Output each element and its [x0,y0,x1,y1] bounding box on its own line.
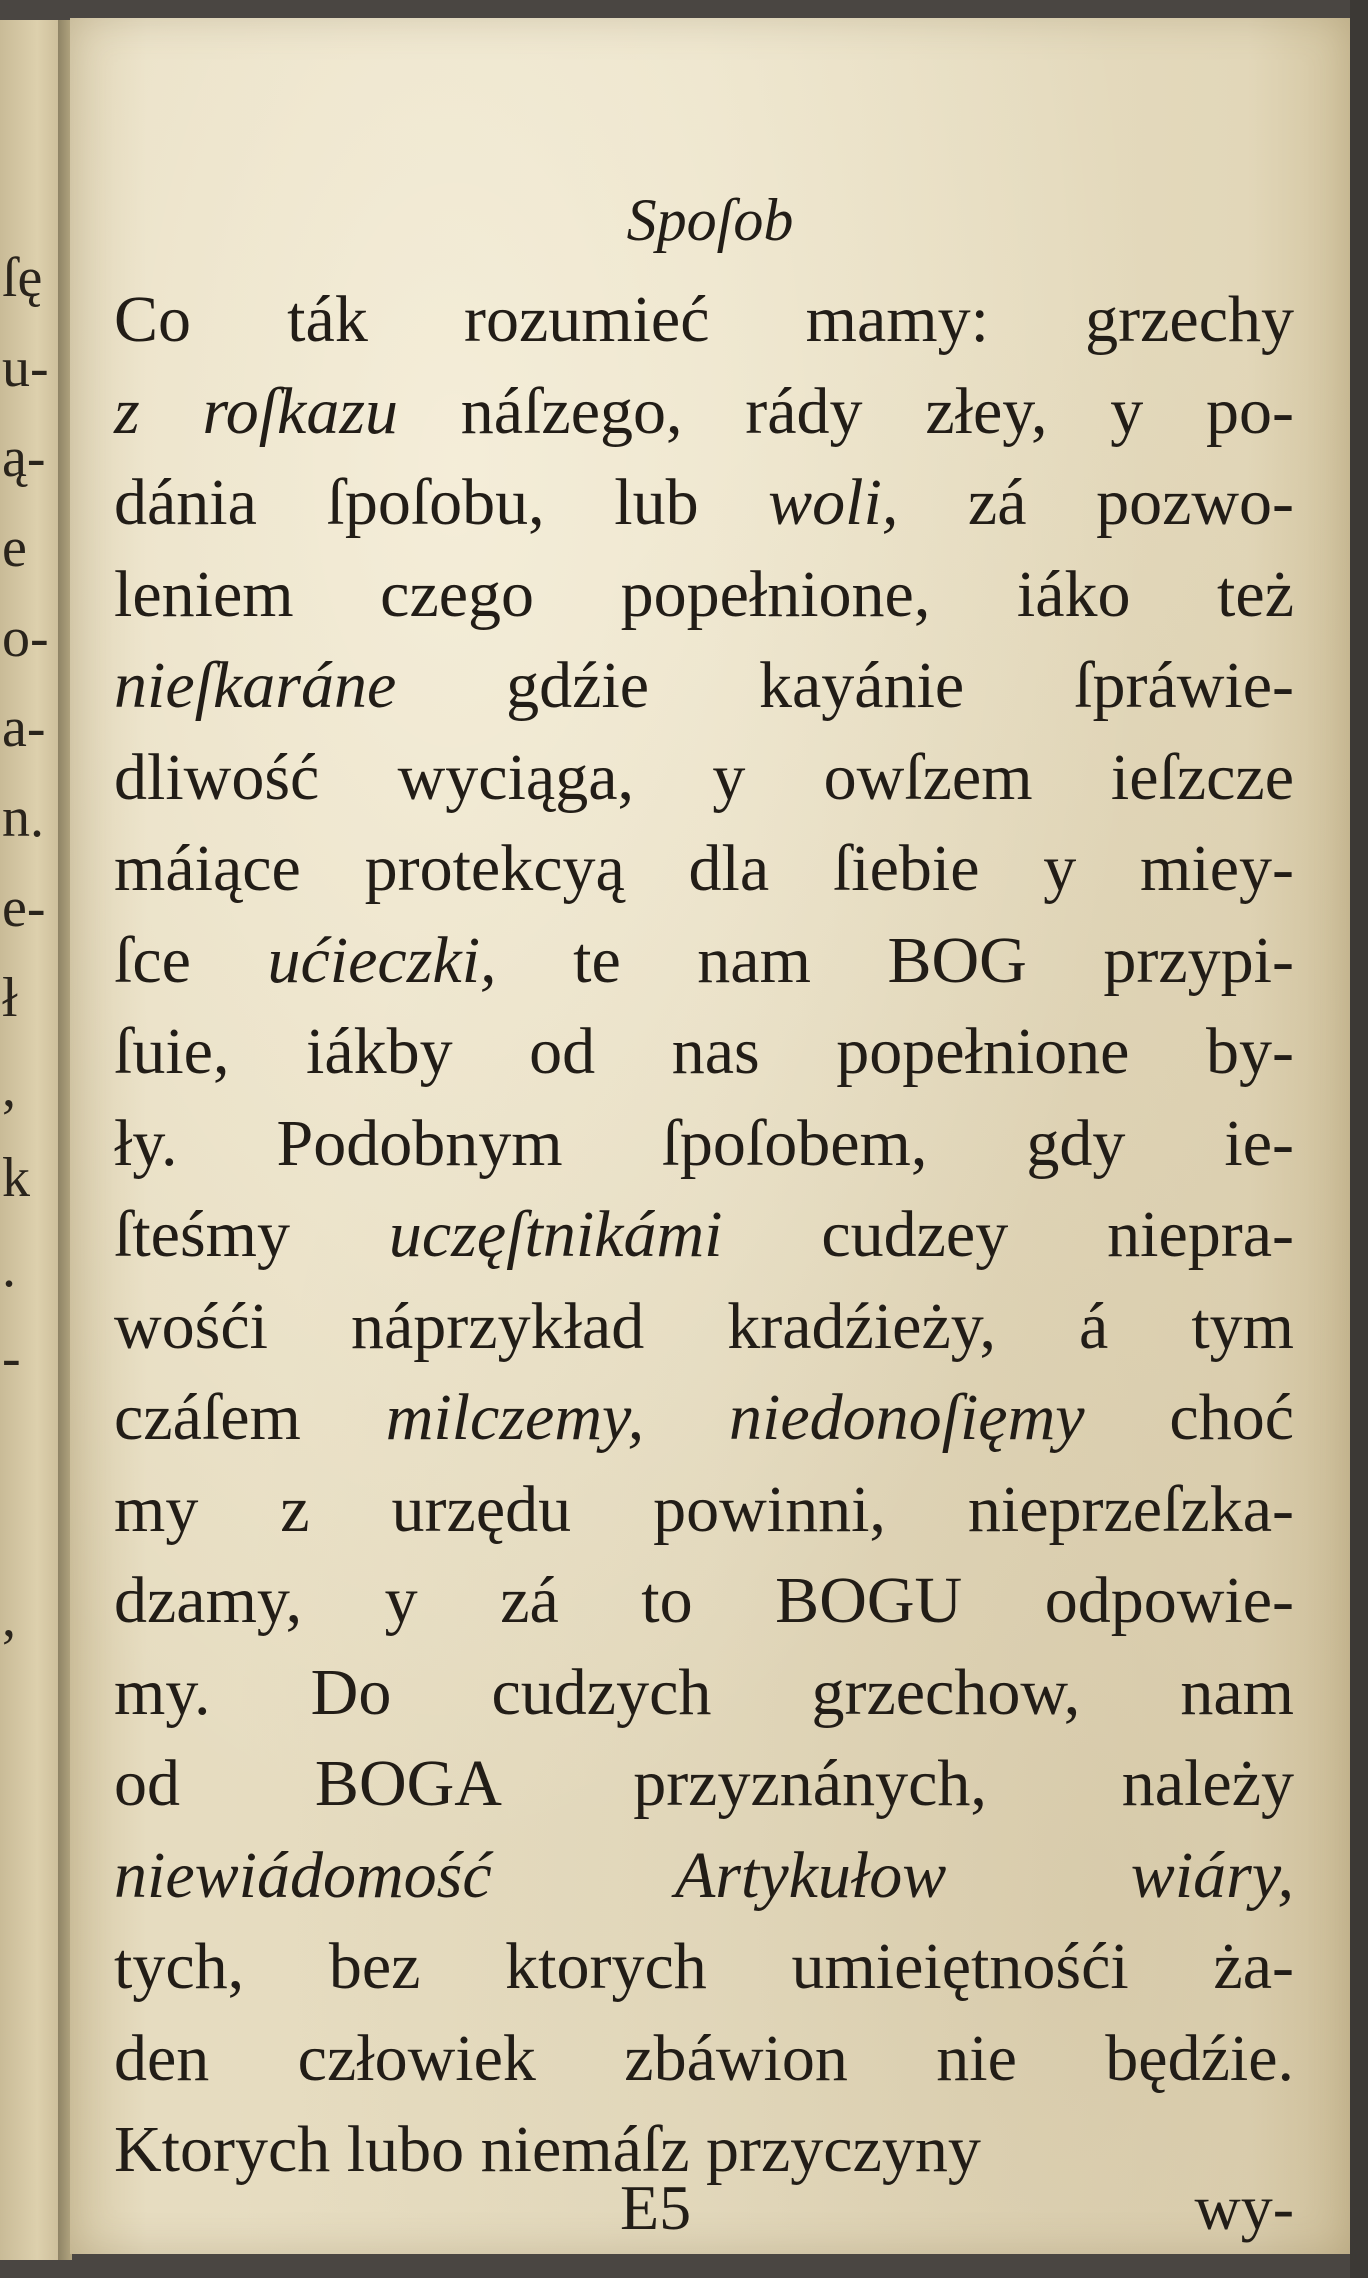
text-line [114,823,1294,915]
italic-text: z roſkazu [114,374,399,448]
text-run: zá pozwo- [898,466,1294,539]
text-line [114,1372,1294,1464]
running-header: Spoſob [626,187,794,253]
italic-text: uczęſtnikámi [388,1198,723,1271]
text-line [114,915,1294,1007]
text-line [114,1555,1294,1647]
text-run: my z urzędu powinni, nieprzeſzka- [114,1472,1294,1546]
left-page-fragment: n. [2,787,44,849]
text-line [114,732,1294,824]
text-run: my. Do cudzych grzechow, nam [114,1655,1294,1729]
left-page-fragment: , [2,1587,16,1649]
text-line [114,274,1294,366]
text-run: dliwość wyciąga, y owſzem ieſzcze [114,740,1294,814]
text-run: máiące protekcyą dla ſiebie y miey- [114,832,1294,905]
text-line [114,1647,1294,1739]
text-run: tych, bez ktorych umieiętnośći ża- [114,1930,1294,2003]
text-run: ły. Podobnym ſpoſobem, gdy ie- [114,1106,1294,1180]
left-page-fragment: o- [2,607,49,669]
text-run: Co ták rozumieć mamy: grzechy [114,283,1294,356]
italic-text: milczemy, niedonoſięmy [385,1381,1085,1454]
left-page-edge [0,20,62,2260]
text-run: den człowiek zbáwion nie będźie. [114,2021,1294,2095]
text-line [114,1006,1294,1098]
text-line [114,1738,1294,1830]
text-line [114,640,1294,732]
text-line [114,1281,1294,1373]
text-line [114,2013,1294,2105]
left-page-fragment: ł [2,967,18,1029]
text-run: leniem czego popełnione, iáko też [114,557,1294,631]
text-run: wośći náprzykład kradźieży, á tym [114,1289,1294,1363]
text-line [114,1921,1294,2013]
left-page-fragment: e- [2,877,46,939]
left-page-fragment: a- [2,697,46,759]
text-run: choć [1084,1381,1295,1454]
signature-mark: E5 [620,2172,692,2243]
text-line [114,457,1294,549]
italic-text: nieſkaráne [114,649,397,722]
text-run: ſce [114,923,268,997]
text-run: Ktorych lubo niemáſz przyczyny [114,2113,981,2186]
text-line [114,1830,1294,1922]
left-page-fragment: ą- [2,427,46,489]
text-run: cudzey niepra- [722,1198,1294,1271]
scan-border [1350,0,1368,2278]
left-page-fragment: - [2,1327,21,1389]
left-page-fragment: e [2,517,27,579]
text-run: dánia ſpoſobu, lub [114,466,769,539]
left-page-fragment: k [2,1147,30,1209]
left-page-fragment: , [2,1057,16,1119]
italic-text: niewiádomość Artykułow wiáry, [114,1838,1294,1912]
body-text [114,274,1294,2196]
text-run: ſteśmy [114,1198,389,1271]
text-run: dzamy, y zá to BOGU odpowie- [114,1564,1294,1637]
text-line [114,1464,1294,1556]
page-footer [114,2168,1294,2248]
text-run: náſzego, rády złey, y po- [398,374,1294,448]
text-run: gdźie kayánie ſpráwie- [396,649,1294,722]
left-page-fragment: . [2,1237,16,1299]
italic-text: woli, [768,466,899,539]
left-page-fragment: u- [2,337,49,399]
text-run: te nam BOG przypi- [496,923,1294,997]
text-run: ſuie, iákby od nas popełnione by- [114,1015,1294,1088]
left-page-fragment: ſę [2,247,43,309]
text-line [114,1189,1294,1281]
right-page [70,18,1350,2254]
text-run: od BOGA przyznánych, należy [114,1747,1294,1820]
catchword: wy- [1194,2172,1294,2243]
text-run: czáſem [114,1381,386,1454]
text-line [114,549,1294,641]
text-line [114,1098,1294,1190]
text-line [114,366,1294,458]
italic-text: ućieczki, [267,923,497,997]
